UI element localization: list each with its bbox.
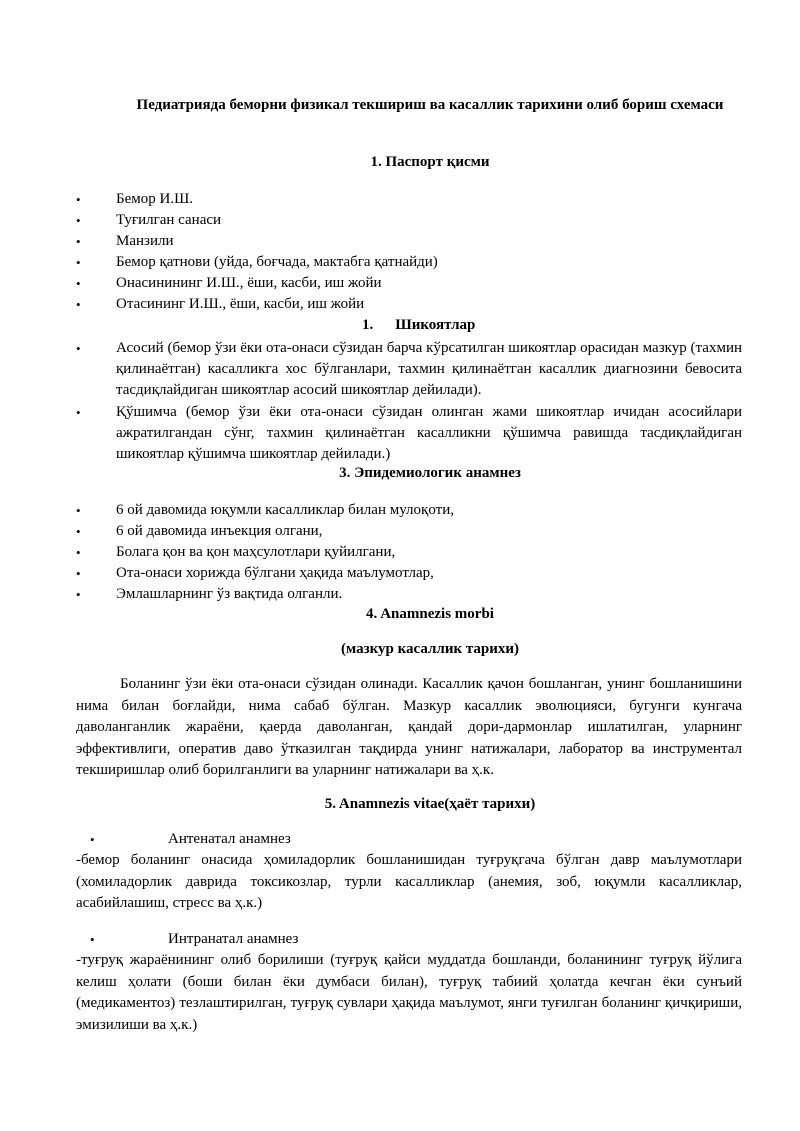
anamnesis-morbi-paragraph: Боланинг ўзи ёки ота-онаси сўзидан олинади. Касаллик қачон бошланган, унинг бошланишини нима билан боғлайди, нима сабаб бўлган. Мазкур касаллик эволюцияси, бугунги кунгача даволанганлик жараёни, қаерда даволанган, қандай дори-дармонлар ишлатилган, уларнинг эффективлиги, оператив даво ўтказилган тақдирда унинг натижалари, лаборатор ва инструментал текширишлар олиб борилганлиги ва уларнинг натижалари ва ҳ.к. (76, 676, 742, 778)
document-title: Педиатрияда беморни физикал текшириш ва касаллик тарихини олиб бориш схемаси (136, 97, 724, 113)
list-item: • 6 ой давомида юқумли касалликлар билан мулоқоти, (76, 500, 742, 521)
section-heading-passport: 1. Паспорт қисми (370, 154, 490, 170)
list-item: • Бемор И.Ш. (76, 189, 742, 210)
bullet-icon: • (76, 341, 81, 356)
bullet-icon: • (76, 192, 81, 207)
list-item: • Онасинининг И.Ш., ёши, касби, иш жойи (76, 273, 742, 294)
list-item: • Эмлашларнинг ўз вақтида олганли. (76, 584, 742, 605)
list-item: • 6 ой давомида инъекция олгани, (76, 521, 742, 542)
bullet-icon: • (76, 503, 81, 518)
list-item: • Отасининг И.Ш., ёши, касби, иш жойи (76, 294, 742, 315)
intranatal-paragraph: -туғруқ жараёнининг олиб борилиши (туғруқ қайси муддатда бошланди, боланининг туғруқ йўлига келиш ҳолати (боши билан ёки думбаси билан), туғруқ табиий ҳолатда кечган ёки сунъий (медикаментоз) тезлаштирилган, туғруқ сувлари ҳақида маълумот, янги туғилган боланинг қичқириши, эмизилиши ва ҳ.к.) (76, 952, 742, 1033)
section-subheading-anamnesis-morbi: (мазкур касаллик тарихи) (340, 641, 520, 657)
bullet-icon: • (90, 932, 95, 947)
list-item: • Бемор қатнови (уйда, боғчада, мактабга қатнайди) (76, 252, 742, 273)
list-item: • Болага қон ва қон маҳсулотлари қуйилгани, (76, 542, 742, 563)
list-item: • Ота-онаси хорижда бўлгани ҳақида маълумотлар, (76, 563, 742, 584)
antenatal-label: Антенатал анамнез (168, 831, 291, 847)
bullet-icon: • (76, 405, 81, 420)
section-heading-anamnesis-morbi: 4. Anamnezis morbi (366, 606, 494, 622)
bullet-icon: • (76, 213, 81, 228)
bullet-icon: • (76, 545, 81, 560)
section-heading-epidemiology: 3. Эпидемиологик анамнез (339, 465, 521, 481)
bullet-icon: • (76, 524, 81, 539)
list-item: • Манзили (76, 231, 742, 252)
bullet-icon: • (76, 566, 81, 581)
bullet-icon: • (76, 587, 81, 602)
list-item: • Асосий (бемор ўзи ёки ота-онаси сўзидан барча кўрсатилган шикоятлар орасидан мазкур (тахмин қилинаётган) касалликга хос бўлганлари, тахмин қилинаётган касаллик диагнозини бевосита тасдиқлайдиган шикоятлар асосий шикоятлар дейилади). (76, 340, 742, 398)
bullet-icon: • (76, 297, 81, 312)
bullet-icon: • (76, 255, 81, 270)
antenatal-label-row (90, 829, 490, 850)
section-heading-complaints (362, 317, 502, 334)
intranatal-label: Интранатал анамнез (168, 931, 299, 947)
bullet-icon: • (90, 832, 95, 847)
bullet-icon: • (76, 276, 81, 291)
section-title: Шикоятлар (395, 317, 476, 333)
antenatal-paragraph: -бемор боланинг онасида ҳомиладорлик бошланишидан туғруқгача бўлган давр маълумотлари (хомиладорлик даврида токсикозлар, турли касалликлар (анемия, зоб, юқумли касалликлар, асабийлашиш, стресс ва ҳ.к.) (76, 852, 742, 911)
list-item: • Қўшимча (бемор ўзи ёки ота-онаси сўзидан олинган жами шикоятлар ичидан асосийлари ажратилгандан сўнг, тахмин қилинаётган касалликни қўшимча равишда тасдиқлайдиган шикоятлар қўшимча шикоятлар дейилади.) (76, 404, 742, 462)
section-heading-anamnesis-vitae: 5. Anamnezis vitae(ҳаёт тарихи) (324, 796, 536, 812)
section-number: 1. (362, 317, 374, 333)
bullet-icon: • (76, 234, 81, 249)
intranatal-label-row (90, 929, 490, 950)
list-item: • Туғилган санаси (76, 210, 742, 231)
